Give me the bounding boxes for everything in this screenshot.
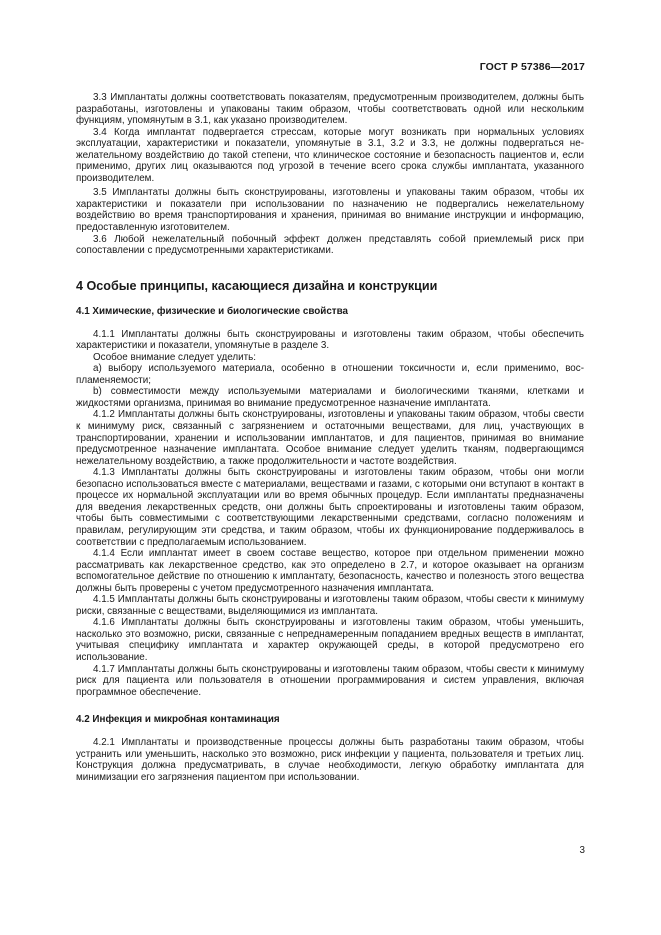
paragraph-4-1-1: 4.1.1 Имплантаты должны быть сконструированы и изготовлены таким образом, чтобы обеспечить характеристики и показатели, упомянутые в разделе 3.: [76, 328, 584, 352]
paragraph-4-1-6: 4.1.6 Имплантаты должны быть сконструированы и изготовлены таким образом, чтобы уменьшить, насколько это возможно, риски, связанные с непреднамеренным попаданием вредных веществ в имплантат, учитывая специфику имплантата и характер окружающей среды, в которой предусмотрено его использование.: [76, 617, 584, 663]
paragraph-4-1-4: 4.1.4 Если имплантат имеет в своем составе вещество, которое при отдельном применении можно рассматривать как лекарственное средство, как это определено в 2.7, и которое оказывает на организм вспомогательное действие по отношению к имплантату, безопасность, качество и полезность этого вещества должны быть проверены с учетом предусмотренного назначения имплантата.: [76, 548, 584, 594]
list-item-b: b) совместимости между используемыми материалами и биологическими тканями, клетками и жидкостями организма, принимая во внимание предусмотренное назначение имплантата.: [76, 386, 584, 409]
section-4-heading: 4 Особые принципы, касающиеся дизайна и конструкции: [76, 278, 438, 293]
paragraph-4-1-5: 4.1.5 Имплантаты должны быть сконструированы и изготовлены таким образом, чтобы свести к минимуму риски, связанные с веществами, выделяющимися из имплантата.: [76, 594, 584, 617]
paragraph-4-1-2: 4.1.2 Имплантаты должны быть сконструированы, изготовлены и упакованы таким образом, чтобы свести к минимуму риск, связанный с загрязнением и остаточными веществами, для лиц, участвующих в транспортировании, хранении и использовании имплантатов, и для пациентов, принимая во внимание предусмотренное назначение имплантата. Особое внимание следует уделить тканям, подвергающимся нежелательному воздействию, а также продолжительности и частоте воздействия.: [76, 409, 584, 467]
paragraph-3-3: 3.3 Имплантаты должны соответствовать показателям, предусмотренным производителем, должны быть разработаны, изготовлены и упакованы таким образом, чтобы соответствовать одной или нескольким функциям, упомянутым в 3.1, как указано производителем.: [76, 92, 584, 127]
paragraph-attention: Особое внимание следует уделить:: [93, 351, 257, 363]
list-item-a: a) выбору используемого материала, особенно в отношении токсичности и, если применимо, воспламеняемости;: [76, 363, 584, 386]
paragraph-3-6: 3.6 Любой нежелательный побочный эффект должен представлять собой приемлемый риск при сопоставлении с предусмотренными характеристиками.: [76, 233, 584, 257]
paragraph-4-1-7: 4.1.7 Имплантаты должны быть сконструированы и изготовлены таким образом, чтобы свести к минимуму риск для пациента или пользователя в отношении программирования и систем управления, включая программное обеспечение.: [76, 663, 584, 698]
paragraph-3-4: 3.4 Когда имплантат подвергается стрессам, которые могут возникать при нормальных условиях эксплуатации, характеристики и показатели, упомянутые в 3.1, 3.2 и 3.3, не должны подвергаться нежелательному воздействию до такой степени, что клиническое состояние и безопасность пациентов и, если применимо, других лиц оказываются под угрозой в течение всего срока службы имплантата, указанного производителем.: [76, 126, 584, 184]
section-4-1-heading: 4.1 Химические, физические и биологические свойства: [76, 305, 349, 317]
page-number: 3: [579, 845, 585, 856]
paragraph-4-2-1: 4.2.1 Имплантаты и производственные процессы должны быть разработаны таким образом, чтобы устранить или уменьшить, насколько это возможно, риск инфекции у пациента, пользователя и третьих лиц. Конструкция должна предусматривать, в случае необходимости, легкую обработку имплантата для минимизации его загрязнения пациентом при использовании.: [76, 737, 584, 783]
paragraph-4-1-3: 4.1.3 Имплантаты должны быть сконструированы и изготовлены таким образом, чтобы они могли безопасно использоваться вместе с материалами, веществами и газами, с которыми они вступают в контакт в процессе их нормальной эксплуатации или во время обычных процедур. Если имплантаты предназначены для введения лекарственных средств, они должны быть спроектированы и изготовлены таким образом, чтобы быть совместимыми с соответствующими лекарственными средствами, согласно положениям и правилам, регулирующим эти средства, и таким образом, чтобы их функционирование поддерживалось в соответствии с предполагаемым использованием.: [76, 467, 584, 548]
section-4-2-heading: 4.2 Инфекция и микробная контаминация: [76, 714, 280, 726]
paragraph-3-5: 3.5 Имплантаты должны быть сконструированы, изготовлены и упакованы таким образом, чтобы их характеристики и показатели при использовании по назначению не подвергались нежелательному воздействию во время транспортирования и хранения, принимая во внимание инструкции и информацию, предоставленную изготовителем.: [76, 187, 584, 234]
document-body: [76, 92, 584, 783]
document-code: ГОСТ Р 57386—2017: [479, 61, 585, 73]
